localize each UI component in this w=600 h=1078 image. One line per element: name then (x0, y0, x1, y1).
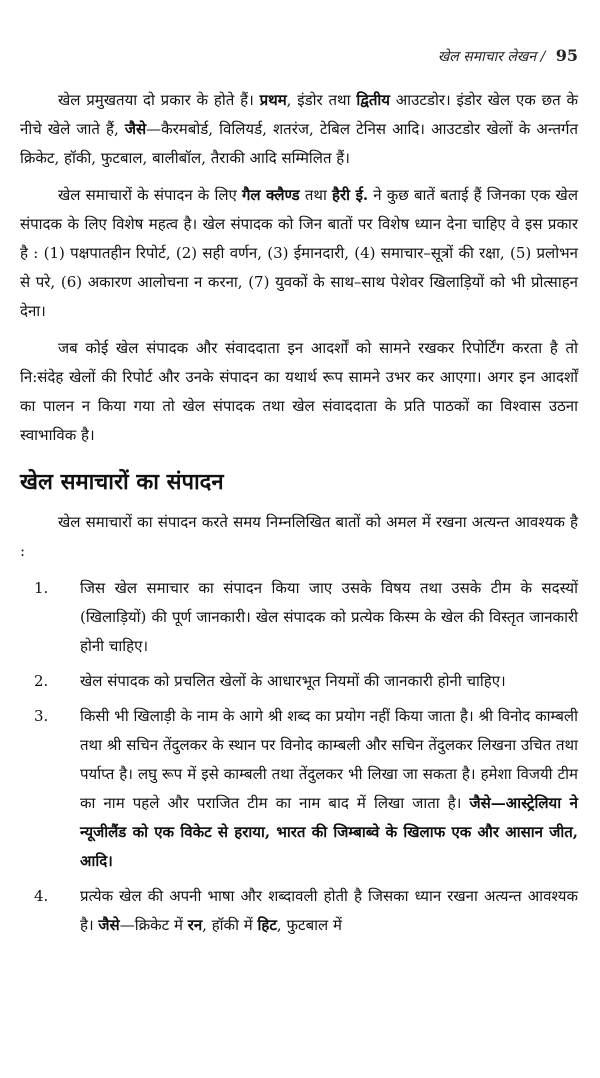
bold-text: जैसे (98, 916, 120, 934)
paragraph-editor-principles (20, 181, 578, 326)
text-run: —क्रिकेट में (119, 916, 188, 934)
list-item-text: जिस खेल समाचार का संपादन किया जाए उसके विषय तथा उसके टीम के सदस्यों (खिलाड़ियों) की पूर्ण जानकारी। खेल संपादक को प्रत्येक किस्म के खेल की विस्तृत जानकारी होनी चाहिए। (80, 579, 578, 655)
bold-text: जैसे—आस्ट्रेलिया ने न्यूजीलैंड को एक विकेट से हराया, भारत की जिम्बाब्वे के खिलाफ एक और आसान जीत, आदि। (80, 794, 578, 870)
bold-text: हैरी ई. (331, 186, 369, 204)
paragraph-sport-types (20, 86, 578, 173)
list-item (20, 882, 578, 940)
list-item-number: 1. (34, 579, 49, 597)
bold-text: हिट (257, 916, 277, 934)
text-run: खेल समाचारों के संपादन के लिए (58, 186, 242, 204)
list-item-text (80, 702, 578, 876)
text-run: आउटडोर। इंडोर खेल एक छत के नीचे खेले जाते हैं, (20, 91, 578, 138)
list-item-text: खेल संपादक को प्रचलित खेलों के आधारभूत नियमों की जानकारी होनी चाहिए। (80, 672, 506, 690)
text-run: ने कुछ बातें बताई हैं जिनका एक खेल संपादक के लिए विशेष महत्व है। खेल संपादक को जिन बातों पर विशेष ध्यान देना चाहिए वे इस प्रकार है : (1) पक्षपातहीन रिपोर्ट, (2) सही वर्णन, (3) ईमानदारी, (4) समाचार–सूत्रों की रक्षा, (5) प्रलोभन से परे, (6) अकारण आलोचना न करना, (7) युवकों के साथ–साथ पेशेवर खिलाड़ियों को भी प्रोत्साहन देना। (20, 186, 578, 320)
numbered-list (20, 574, 578, 940)
list-item-text (80, 882, 578, 940)
paragraph-intro: खेल समाचारों का संपादन करते समय निम्नलिखित बातों को अमल में रखना अत्यन्त आवश्यक है : (20, 513, 578, 560)
text-run: —कैरमबोर्ड, विलियर्ड, शतरंज, टेबिल टेनिस आदि। आउटडोर खेलों के अन्तर्गत क्रिकेट, हॉकी, फुटबाल, बालीबॉल, तैराकी आदि सम्मिलित हैं। (20, 120, 579, 167)
text-run: खेल प्रमुखतया दो प्रकार के होते हैं। (58, 91, 260, 109)
bold-text: प्रथम (259, 91, 287, 109)
text-run: प्रत्येक खेल की अपनी भाषा और शब्दावली होती है जिसका ध्यान रखना अत्यन्त आवश्यक है। (80, 887, 578, 934)
list-item-number: 3. (34, 707, 49, 725)
list-item (20, 574, 578, 661)
text-run: , इंडोर तथा (286, 91, 357, 109)
section-heading: खेल समाचारों का संपादन (20, 470, 224, 495)
bold-text: रन (187, 916, 203, 934)
running-head (438, 46, 578, 66)
page-content (20, 86, 578, 946)
text-run: किसी भी खिलाड़ी के नाम के आगे श्री शब्द का प्रयोग नहीं किया जाता है। श्री विनोद काम्बली तथा श्री सचिन तेंदुलकर के स्थान पर विनोद काम्बली और सचिन तेंदुलकर लिखना उचित तथा पर्याप्त है। लघु रूप में इसे काम्बली तथा तेंदुलकर भी लिखा जा सकता है। हमेशा विजयी टीम का नाम पहले और पराजित टीम का नाम बाद में लिखा जाता है। (80, 707, 578, 812)
list-item (20, 667, 578, 696)
list-item (20, 702, 578, 876)
running-head-title: खेल समाचार लेखन (437, 49, 537, 65)
text-run: तथा (299, 186, 332, 204)
text-run: , हॉकी में (202, 916, 258, 934)
page-number: 95 (555, 46, 578, 65)
bold-text: जैसे (124, 120, 147, 138)
bold-text: द्वितीय (356, 91, 390, 109)
text-run: , फुटबाल में (276, 916, 342, 934)
list-item-number: 2. (34, 672, 49, 690)
paragraph-ideals: जब कोई खेल संपादक और संवाददाता इन आदर्शों को सामने रखकर रिपोर्टिंग करता है तो नि:संदेह खेलों की रिपोर्ट और उनके संपादन का यथार्थ रूप सामने उभर कर आएगा। अगर इन आदर्शों का पालन न किया गया तो खेल संपादक तथा खेल संवाददाता के प्रति पाठकों का विश्वास उठना स्वाभाविक है। (20, 339, 578, 444)
running-head-separator: / (540, 49, 546, 65)
list-item-number: 4. (34, 887, 49, 905)
bold-text: गैल क्लैण्ड (241, 186, 300, 204)
